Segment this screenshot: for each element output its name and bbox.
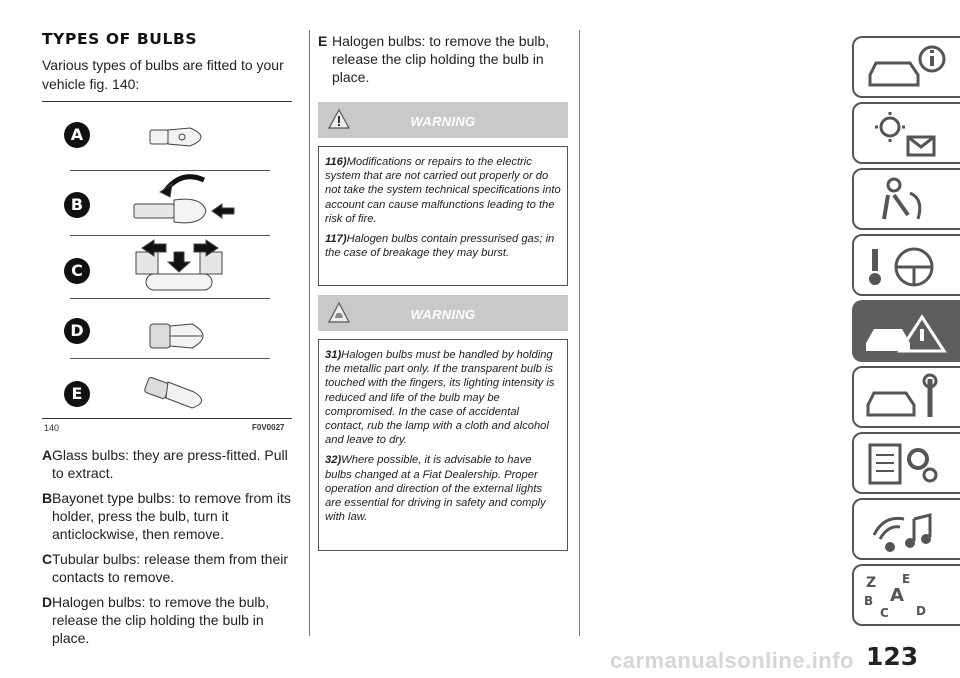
note-number: 31) [325, 349, 342, 361]
svg-text:B: B [864, 594, 874, 608]
tab-key-steering[interactable] [852, 234, 960, 296]
note-text: Where possible, it is advisable to have bulbs changed at a Fiat Dealership. Proper operation and direction of the external lights are essential for driving in safety and comply with law. [325, 454, 546, 524]
bulb-type-list [42, 446, 302, 654]
car-info-icon [860, 43, 950, 93]
figure-label-a: A [64, 122, 90, 148]
seat-safety-icon [860, 175, 950, 225]
figure-number: 140 [44, 423, 60, 433]
tab-car-info[interactable] [852, 36, 960, 98]
list-item [42, 446, 302, 482]
bulb-figure [42, 100, 294, 430]
figure-bottom-rule [42, 418, 292, 419]
figure-label-e: E [64, 381, 90, 407]
list-item [42, 489, 302, 543]
note-text: Halogen bulbs contain pressurised gas; in the case of breakage they may burst. [325, 233, 555, 260]
item-text: Halogen bulbs: to remove the bulb, release the clip holding the bulb in place. [332, 33, 550, 85]
list-item [42, 550, 302, 586]
item-text: Glass bulbs: they are press-fitted. Pull to extract. [52, 447, 288, 481]
figure-label-b: B [64, 192, 90, 218]
technical-data-icon [860, 439, 950, 489]
multimedia-icon [860, 505, 950, 555]
warning-box [318, 146, 568, 286]
page-number: 123 [866, 642, 919, 671]
intro-text: Various types of bulbs are fitted to your vehicle fig. 140: [42, 57, 284, 92]
index-letters-icon [860, 571, 950, 621]
list-item [42, 593, 302, 647]
section-title: TYPES OF BULBS [42, 30, 198, 48]
item-letter: A [42, 447, 53, 463]
halogen-bulb-d-icon [150, 324, 203, 348]
halogen-bulb-e-icon [144, 377, 202, 408]
key-steering-icon [860, 241, 950, 291]
svg-text:D: D [916, 604, 926, 618]
warning-box [318, 339, 568, 551]
svg-text:E: E [902, 572, 911, 586]
svg-text:Z: Z [866, 575, 877, 591]
warning-header [318, 102, 568, 138]
svg-text:C: C [880, 606, 889, 620]
watermark: carmanualsonline.info [610, 648, 854, 673]
bulb-drawings [42, 100, 294, 420]
item-text: Tubular bulbs: release them from their contacts to remove. [52, 551, 289, 585]
tab-seat-safety[interactable] [852, 168, 960, 230]
bayonet-bulb-icon [134, 177, 234, 223]
svg-text:A: A [890, 585, 904, 606]
warning-header [318, 295, 568, 331]
car-maintenance-icon [860, 373, 950, 423]
column-divider [579, 30, 580, 636]
column-divider [309, 30, 310, 636]
item-letter: E [318, 33, 328, 49]
tubular-bulb-icon [136, 240, 222, 290]
item-letter: C [42, 551, 53, 567]
tab-emergency[interactable] [852, 300, 960, 362]
figure-code: F0V0027 [252, 423, 285, 432]
glass-bulb-icon [150, 128, 201, 146]
item-letter: D [42, 594, 53, 610]
note-text: Halogen bulbs must be handled by holding the metallic part only. If the transparent bulb is touched with the fingers, its lighting intensity is reduced and life of the bulb may be compromised. In the case of accidental contact, rub the lamp with a cloth and alcohol and leave to dry. [325, 349, 555, 447]
tab-index[interactable] [852, 564, 960, 626]
note-number: 32) [325, 454, 342, 467]
car-emergency-icon [860, 307, 950, 357]
note-number: 116) [325, 156, 347, 168]
tab-technical-data[interactable] [852, 432, 960, 494]
note-text: Modifications or repairs to the electric system that are not carried out properly or do not take the system technical specifications into account can cause malfunctions leading to the risk of fire. [325, 156, 561, 225]
warning-title: WARNING [410, 114, 476, 129]
lights-messages-icon [860, 109, 950, 159]
note-number: 117) [325, 233, 347, 246]
item-text: Halogen bulbs: to remove the bulb, release the clip holding the bulb in place. [52, 594, 270, 646]
tab-maintenance[interactable] [852, 366, 960, 428]
figure-label-c: C [64, 258, 90, 284]
item-text: Bayonet type bulbs: to remove from its holder, press the bulb, turn it anticlockwise, then remove. [52, 490, 291, 542]
warning-title: WARNING [410, 307, 476, 322]
tab-lights-messages[interactable] [852, 102, 960, 164]
figure-label-d: D [64, 318, 90, 344]
tab-multimedia[interactable] [852, 498, 960, 560]
list-item [318, 32, 568, 86]
item-letter: B [42, 490, 53, 506]
